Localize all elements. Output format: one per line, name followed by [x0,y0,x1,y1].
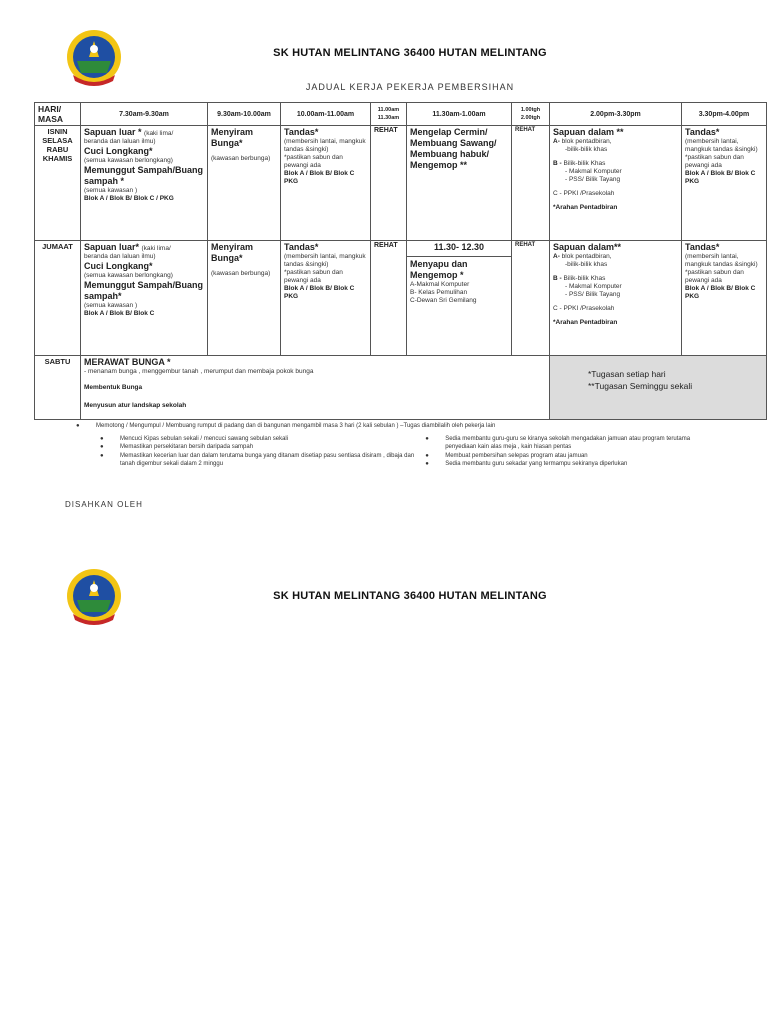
task-cell [81,241,208,356]
task-note: -bilik-bilik khas [565,146,608,153]
task-note: - menanam bunga , menggembur tanah , merumput dan membaja pokok bunga [84,368,314,375]
col-header-day: HARI/ MASA [35,103,81,126]
task-title: Memunggut Sampah/Buang sampah* [84,280,203,301]
task-note: *pastikan sabun dan pewangi ada [284,269,343,284]
task-note: (kaki lima/ [144,130,174,137]
schedule-table [34,102,767,420]
col-header: 11.30am-1.00am [407,103,512,126]
task-note: (kawasan berbunga) [211,270,271,277]
task-note: C - PPKI /Prasekolah [553,190,615,197]
task-title: Menyapu dan Mengemop * [410,259,468,280]
task-note: (semua kawasan berlongkang) [84,272,173,279]
task-title: Sapuan dalam** [553,242,622,252]
task-cell [281,241,371,356]
task-note: *Arahan Pentadbiran [553,319,618,326]
col-header: 9.30am-10.00am [208,103,281,126]
task-title: Sapuan dalam ** [553,127,624,137]
rehat-cell: REHAT [371,126,407,241]
document-subtitle: JADUAL KERJA PEKERJA PEMBERSIHAN [305,82,515,92]
task-note: - Makmal Komputer [565,283,622,290]
task-title: Sapuan luar * [84,127,145,137]
note-item: Sedia membantu guru-guru se kiranya sekolah mengadakan jamuan atau program terutama penyediaan kain alas meja , kain hiasan pentas [445,435,691,450]
legend-weekly: **Tugasan Seminggu sekali [588,381,693,391]
task-note: *Arahan Pentadbiran [553,204,618,211]
task-note: - Makmal Komputer [565,168,622,175]
school-logo [63,27,125,89]
bullet-icon: ● [100,452,104,459]
rehat-cell: REHAT [371,241,407,356]
school-title: SK HUTAN MELINTANG 36400 HUTAN MELINTANG [273,47,547,59]
legend-cell [550,356,767,420]
bullet-icon: ● [100,444,104,450]
legend-daily: *Tugasan setiap hari [588,369,666,379]
task-note: Bilik-bilik Khas [563,160,606,167]
task-note: *pastikan sabun dan pewangi ada [685,269,744,284]
school-logo [63,566,125,628]
col-header: 11.00am 11.30am [371,103,407,126]
task-note: beranda dan laluan ilmu) [84,253,156,260]
header-row [35,103,767,126]
task-location: Blok A / Blok B/ Blok C PKG [284,285,355,300]
approval-label: DISAHKAN OLEH [65,500,143,509]
day-label: SELASA [42,136,73,145]
day-label: ISNIN [47,127,68,136]
task-cell [682,241,767,356]
task-note: -bilik-bilik khas [565,261,608,268]
task-location: Blok A / Blok B/ Blok C PKG [685,170,756,185]
col-header: 1.00tgh 2.00tgh [512,103,550,126]
table-row [35,126,767,241]
day-label: KHAMIS [42,154,73,163]
task-note: Menyusun atur landskap sekolah [84,402,187,409]
task-cell [81,126,208,241]
task-note: blok pentadbiran, [561,138,612,145]
note-item: Membuat pembersihan selepas program atau jamuan [445,452,588,459]
task-note: (semua kawasan ) [84,187,138,194]
task-note: - PSS/ Bilik Tayang [565,176,621,183]
task-cell [682,126,767,241]
day-cell: SABTU [35,356,81,420]
task-location: Blok A / Blok B/ Blok C PKG [685,285,756,300]
bullet-icon: ● [425,435,429,442]
table-row [35,356,767,420]
task-note: C-Dewan Sri Gemilang [410,297,477,304]
note-item: Mencuci Kipas sebulan sekali / mencuci sawang sebulan sekali [120,435,289,442]
task-note: (membersih lantai, mangkuk tandas &singki) [685,138,758,153]
task-location: Blok A / Blok B/ Blok C PKG [284,170,355,185]
col-header: 10.00am-11.00am [281,103,371,126]
task-time: 11.30- 12.30 [407,241,511,257]
task-prefix: A- [553,138,562,145]
task-cell [281,126,371,241]
task-title: Cuci Longkang* [84,146,153,156]
task-note: (kawasan berbunga) [211,155,271,162]
task-note: B- Kelas Pemulihan [410,289,468,296]
task-cell [407,241,512,356]
bullet-icon: ● [100,435,104,442]
bullet-icon: ● [425,461,429,467]
task-cell [407,126,512,241]
task-cell [81,356,550,420]
task-title: Menyiram Bunga* [211,242,254,263]
task-note: (semua kawasan ) [84,302,138,309]
task-prefix: B - [553,275,564,282]
task-note: (semua kawasan berlongkang) [84,157,173,164]
task-note: *pastikan sabun dan pewangi ada [685,154,744,169]
task-note: - PSS/ Bilik Tayang [565,291,621,298]
task-title: Tandas* [685,127,720,137]
bullet-icon: ● [76,423,80,429]
task-note: (membersih lantai, mangkuk tandas &singki) [685,253,758,268]
task-note: (kaki lima/ [141,245,171,252]
table-row [35,241,767,356]
note-item: Memastikan persekitaran bersih daripada sampah [120,444,254,450]
day-cell: JUMAAT [35,241,81,356]
task-prefix: B - [553,160,564,167]
task-title: Mengelap Cermin/ Membuang Sawang/ Membuang habuk/ Mengemop ** [410,127,497,170]
task-cell [550,241,682,356]
notes-section [76,422,696,469]
day-cell [35,126,81,241]
task-note: C - PPKI /Prasekolah [553,305,615,312]
task-cell [550,126,682,241]
task-note: *pastikan sabun dan pewangi ada [284,154,343,169]
task-note: (membersih lantai, mangkuk tandas &singki) [284,253,366,268]
col-header: 7.30am-9.30am [81,103,208,126]
task-title: Tandas* [685,242,720,252]
task-note: (membersih lantai, mangkuk tandas &singki) [284,138,366,153]
note-main: Memotong / Mengumpul / Membuang rumput di padang dan di bangunan mengambil masa 3 hari (2 kali sebulan ) –Tugas diambilalih oleh pekerja lain [96,423,496,429]
task-title: Sapuan luar* [84,242,142,252]
task-title: Tandas* [284,242,319,252]
col-header: 2.00pm-3.30pm [550,103,682,126]
task-note: Bilik-bilik Khas [563,275,606,282]
task-title: Menyiram Bunga* [211,127,254,148]
task-note: A-Makmal Komputer [410,281,470,288]
task-title: Tandas* [284,127,319,137]
task-location: Blok A / Blok B/ Blok C / PKG [84,195,174,202]
note-item: Sedia membantu guru sekadar yang termampu sekiranya diperlukan [445,461,628,467]
task-prefix: A- [553,253,562,260]
task-location: Blok A / Blok B/ Blok C [84,310,155,317]
task-title: Cuci Longkang* [84,261,153,271]
school-title: SK HUTAN MELINTANG 36400 HUTAN MELINTANG [273,590,547,602]
task-cell [208,241,281,356]
task-note: beranda dan laluan ilmu) [84,138,156,145]
rehat-cell: REHAT [512,126,550,241]
task-cell [208,126,281,241]
task-title: Memunggut Sampah/Buang sampah * [84,165,203,186]
task-note: blok pentadbiran, [561,253,612,260]
note-item: Memastikan kecerian luar dan dalam terutama bunga yang ditanam disetiap pasu sentiasa disiram , dibaja dan tanah digembur sekali dalam 2 minggu [120,452,415,467]
col-header: 3.30pm-4.00pm [682,103,767,126]
task-note: Membentuk Bunga [84,384,143,391]
task-title: MERAWAT BUNGA * [84,357,171,367]
day-label: RABU [46,145,69,154]
bullet-icon: ● [425,452,429,459]
rehat-cell: REHAT [512,241,550,356]
